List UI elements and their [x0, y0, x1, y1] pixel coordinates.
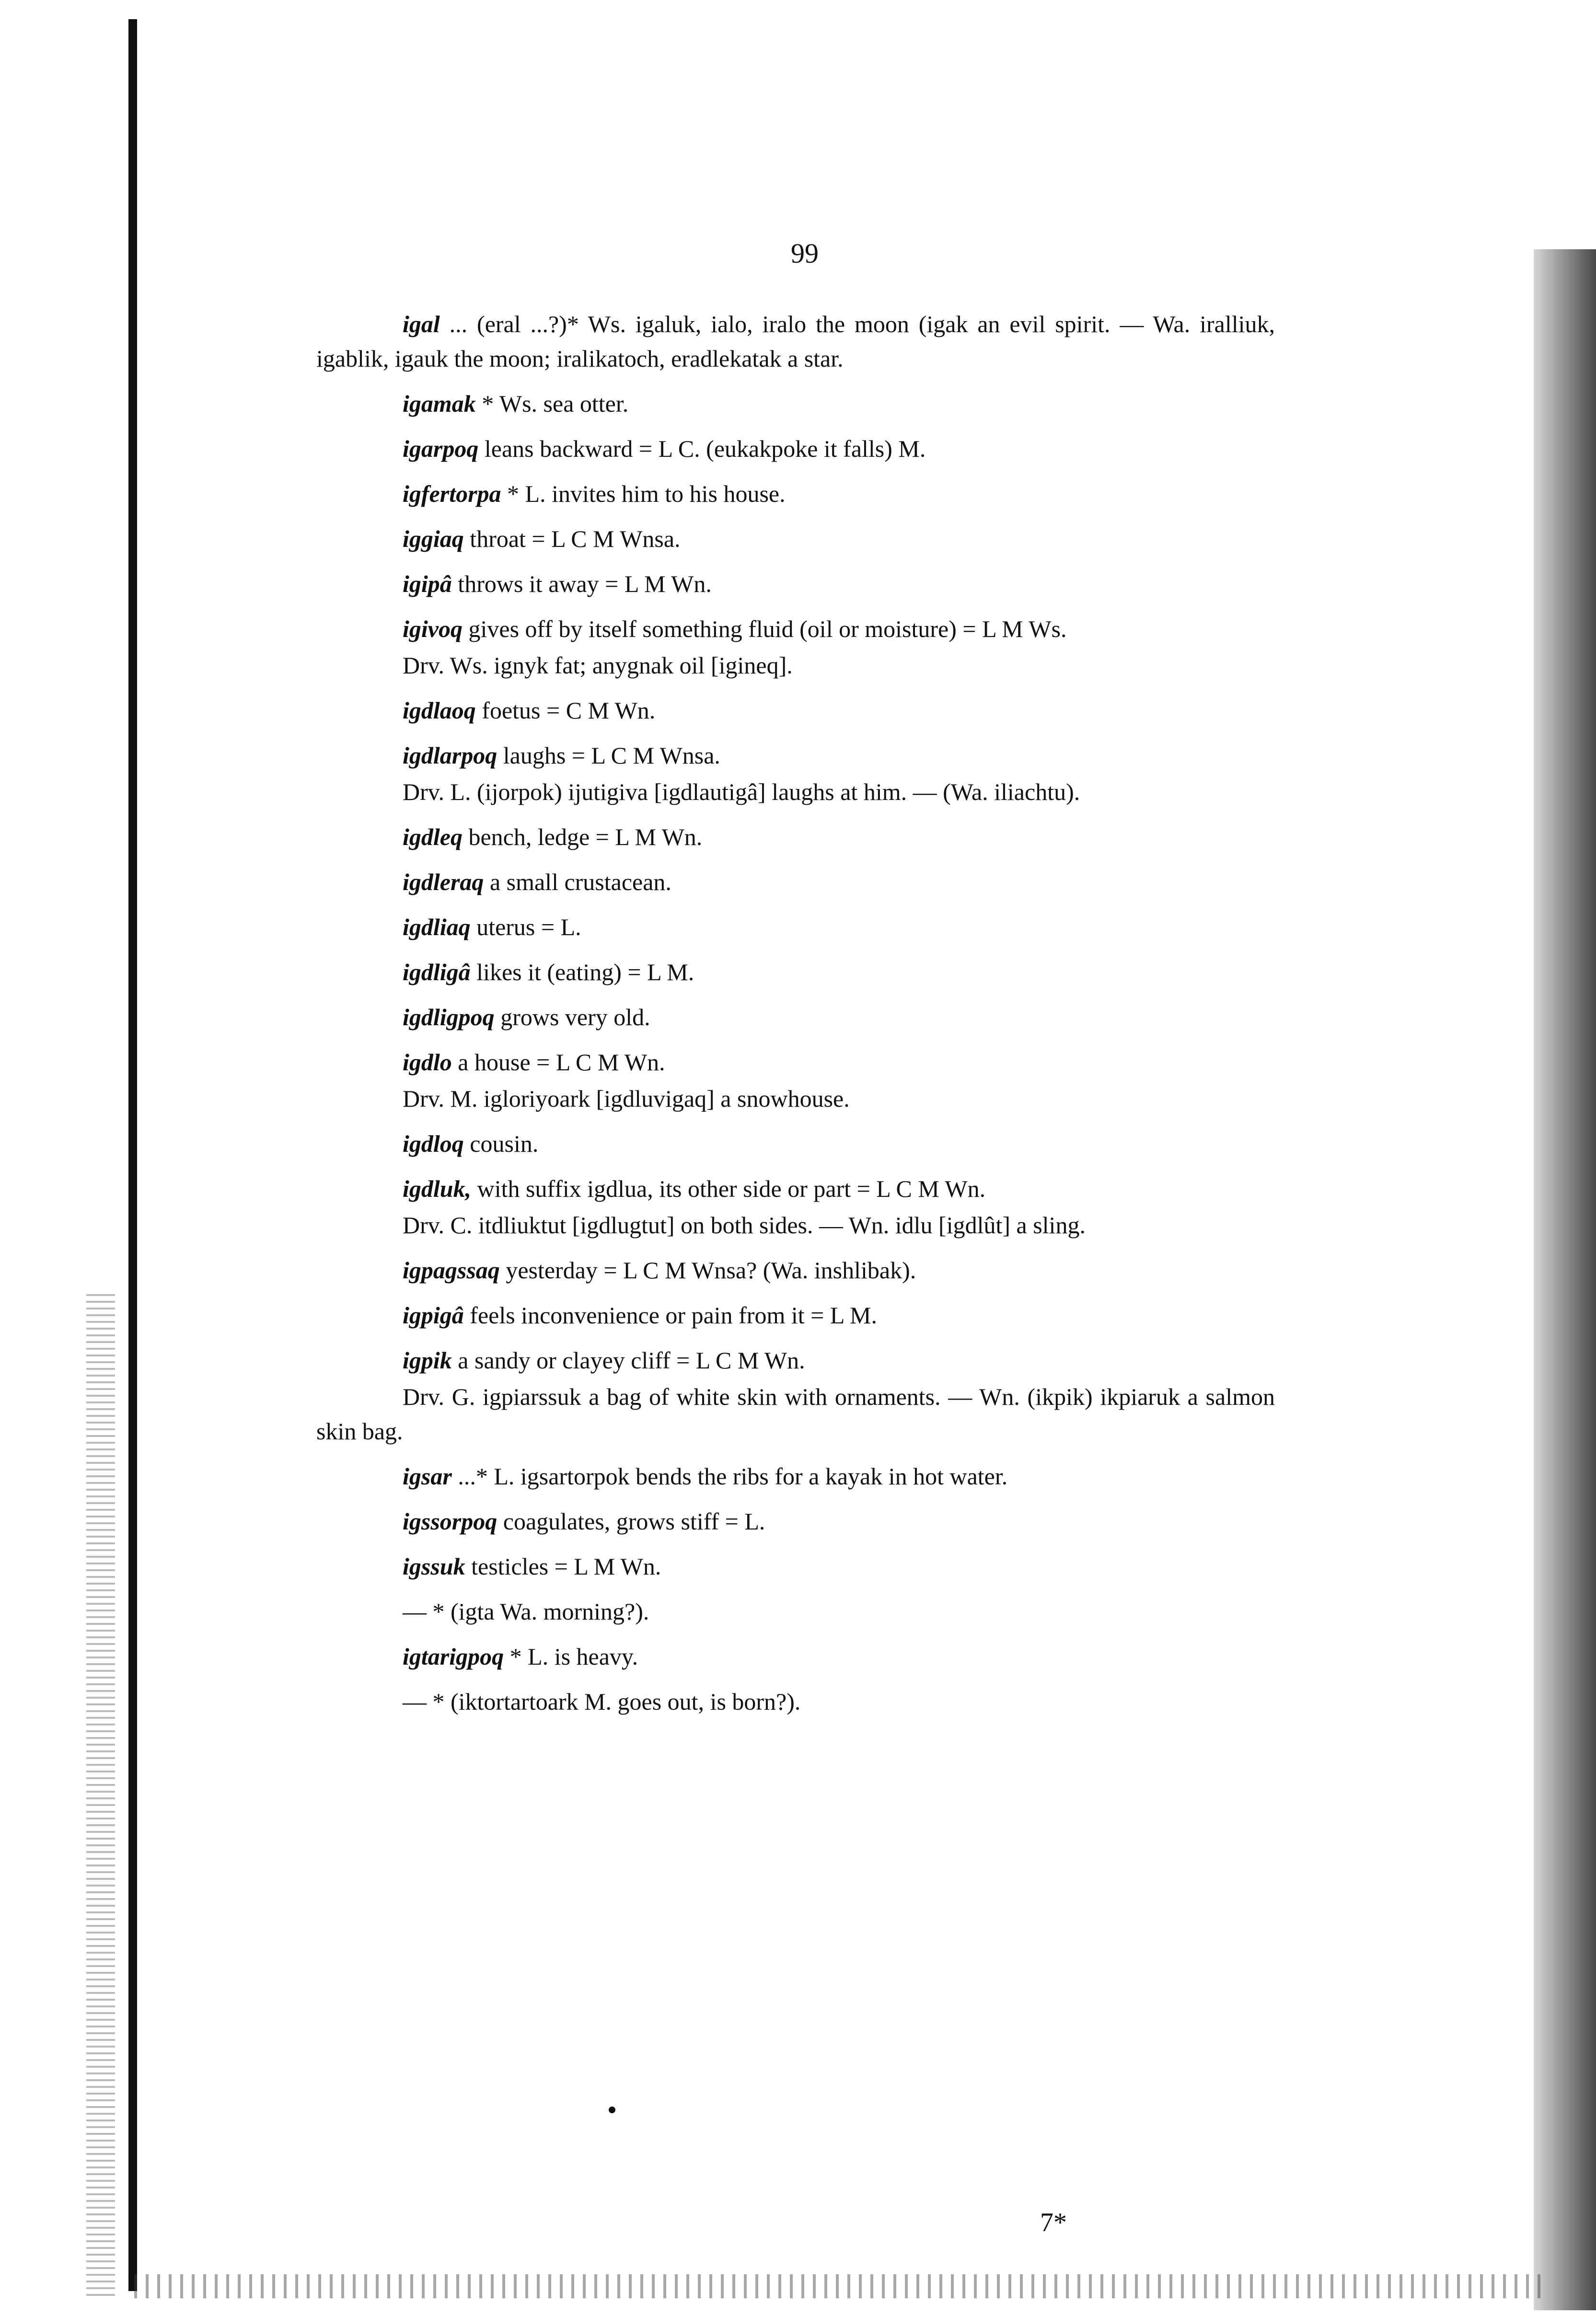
definition: grows very old.	[500, 1004, 650, 1031]
definition: yesterday = L C M Wnsa? (Wa. inshlibak).	[506, 1257, 916, 1284]
definition: * Ws. sea otter.	[482, 390, 629, 417]
entry	[316, 307, 1275, 376]
headword: igpik	[403, 1347, 452, 1374]
headword: igivoq	[403, 615, 463, 642]
headword: igdleq	[403, 823, 463, 850]
headword: igfertorpa	[403, 480, 501, 507]
definition: Drv. M. igloriyoark [igdluvigaq] a snowhouse.	[403, 1085, 850, 1112]
definition: Drv. Ws. ignyk fat; anygnak oil [igineq].	[403, 652, 793, 679]
headword: igdlarpoq	[403, 742, 497, 769]
entry	[316, 910, 1275, 944]
definition: ...* L. igsartorpok bends the ribs for a kayak in hot water.	[458, 1463, 1008, 1490]
entry	[316, 476, 1275, 511]
definition: * L. invites him to his house.	[507, 480, 786, 507]
entry	[316, 1171, 1275, 1206]
scan-bottom-edge	[134, 2274, 1548, 2298]
entry	[316, 1684, 1275, 1719]
headword: igdlo	[403, 1049, 452, 1076]
derivation	[316, 648, 1275, 683]
headword: igtarigpoq	[403, 1643, 504, 1670]
derivation	[316, 775, 1275, 809]
entry	[316, 1126, 1275, 1161]
definition: likes it (eating) = L M.	[476, 959, 694, 985]
headword: igpagssaq	[403, 1257, 500, 1284]
scan-right-edge	[1534, 249, 1596, 2310]
definition: a sandy or clayey cliff = L C M Wn.	[458, 1347, 805, 1374]
headword: igsar	[403, 1463, 452, 1490]
definition: gives off by itself something fluid (oil or moisture) = L M Ws.	[468, 615, 1067, 642]
definition: feels inconvenience or pain from it = L M.	[470, 1302, 877, 1329]
headword: igdleraq	[403, 868, 484, 895]
entry	[316, 386, 1275, 421]
entry	[316, 521, 1275, 556]
definition: throat = L C M Wnsa.	[470, 525, 681, 552]
entry	[316, 955, 1275, 989]
definition: * L. is heavy.	[509, 1643, 638, 1670]
definition: coagulates, grows stiff = L.	[503, 1508, 765, 1535]
entry	[316, 1459, 1275, 1494]
definition: with suffix igdlua, its other side or part = L C M Wn.	[477, 1175, 986, 1202]
entry	[316, 1253, 1275, 1287]
headword: igal	[403, 311, 440, 337]
headword: igdloq	[403, 1130, 464, 1157]
definition: Drv. L. (ijorpok) ijutigiva [igdlautigâ] laughs at him. — (Wa. iliachtu).	[403, 778, 1080, 805]
entry	[316, 1000, 1275, 1034]
definition: a house = L C M Wn.	[458, 1049, 665, 1076]
entry	[316, 820, 1275, 854]
headword: iggiaq	[403, 525, 464, 552]
scan-left-edge	[86, 1294, 115, 2301]
headword: igarpoq	[403, 435, 479, 462]
headword: igdligpoq	[403, 1004, 495, 1031]
headword: igdluk,	[403, 1175, 472, 1202]
definition: Drv. C. itdliuktut [igdlugtut] on both sides. — Wn. idlu [igdlût] a sling.	[403, 1212, 1086, 1239]
entry	[316, 567, 1275, 601]
definition: Drv. G. igpiarssuk a bag of white skin with ornaments. — Wn. (ikpik) ikpiaruk a salmon skin bag.	[316, 1383, 1275, 1445]
definition: testicles = L M Wn.	[471, 1553, 661, 1580]
entry	[316, 1549, 1275, 1584]
headword: igamak	[403, 390, 476, 417]
entry	[316, 693, 1275, 728]
entry	[316, 1045, 1275, 1079]
headword: igipâ	[403, 570, 452, 597]
derivation	[316, 1081, 1275, 1116]
signature-mark: 7*	[1040, 2208, 1067, 2237]
entry	[316, 1343, 1275, 1378]
headword: igdliaq	[403, 914, 471, 940]
headword: igssorpoq	[403, 1508, 497, 1535]
entry	[316, 865, 1275, 899]
definition: laughs = L C M Wnsa.	[503, 742, 720, 769]
entry	[316, 612, 1275, 646]
entry	[316, 1504, 1275, 1539]
definition: — * (iktortartoark M. goes out, is born?).	[403, 1688, 801, 1715]
definition: — * (igta Wa. morning?).	[403, 1598, 649, 1625]
definition: a small crustacean.	[489, 868, 671, 895]
definition: foetus = C M Wn.	[482, 697, 656, 724]
derivation	[316, 1379, 1275, 1448]
entry	[316, 738, 1275, 773]
definition: ... (eral ...?)* Ws. igaluk, ialo, iralo the moon (igak an evil spirit. — Wa. iralliuk, igablik, igauk the moon; iralikatoch, eradlekatak a star.	[316, 311, 1275, 372]
definition: cousin.	[470, 1130, 539, 1157]
entry	[316, 1298, 1275, 1332]
scan-left-rule	[128, 19, 137, 2291]
headword: igpigâ	[403, 1302, 464, 1329]
definition: bench, ledge = L M Wn.	[468, 823, 703, 850]
page-number: 99	[791, 238, 819, 269]
definition: uterus = L.	[476, 914, 581, 940]
entry	[316, 431, 1275, 466]
definition: throws it away = L M Wn.	[458, 570, 712, 597]
headword: igdligâ	[403, 959, 471, 985]
entry	[316, 1594, 1275, 1629]
ink-dot	[609, 2107, 615, 2113]
headword: igdlaoq	[403, 697, 476, 724]
definition: leans backward = L C. (eukakpoke it falls) M.	[484, 435, 926, 462]
derivation	[316, 1208, 1275, 1242]
headword: igssuk	[403, 1553, 465, 1580]
dictionary-entries	[316, 307, 1275, 1729]
entry	[316, 1639, 1275, 1674]
